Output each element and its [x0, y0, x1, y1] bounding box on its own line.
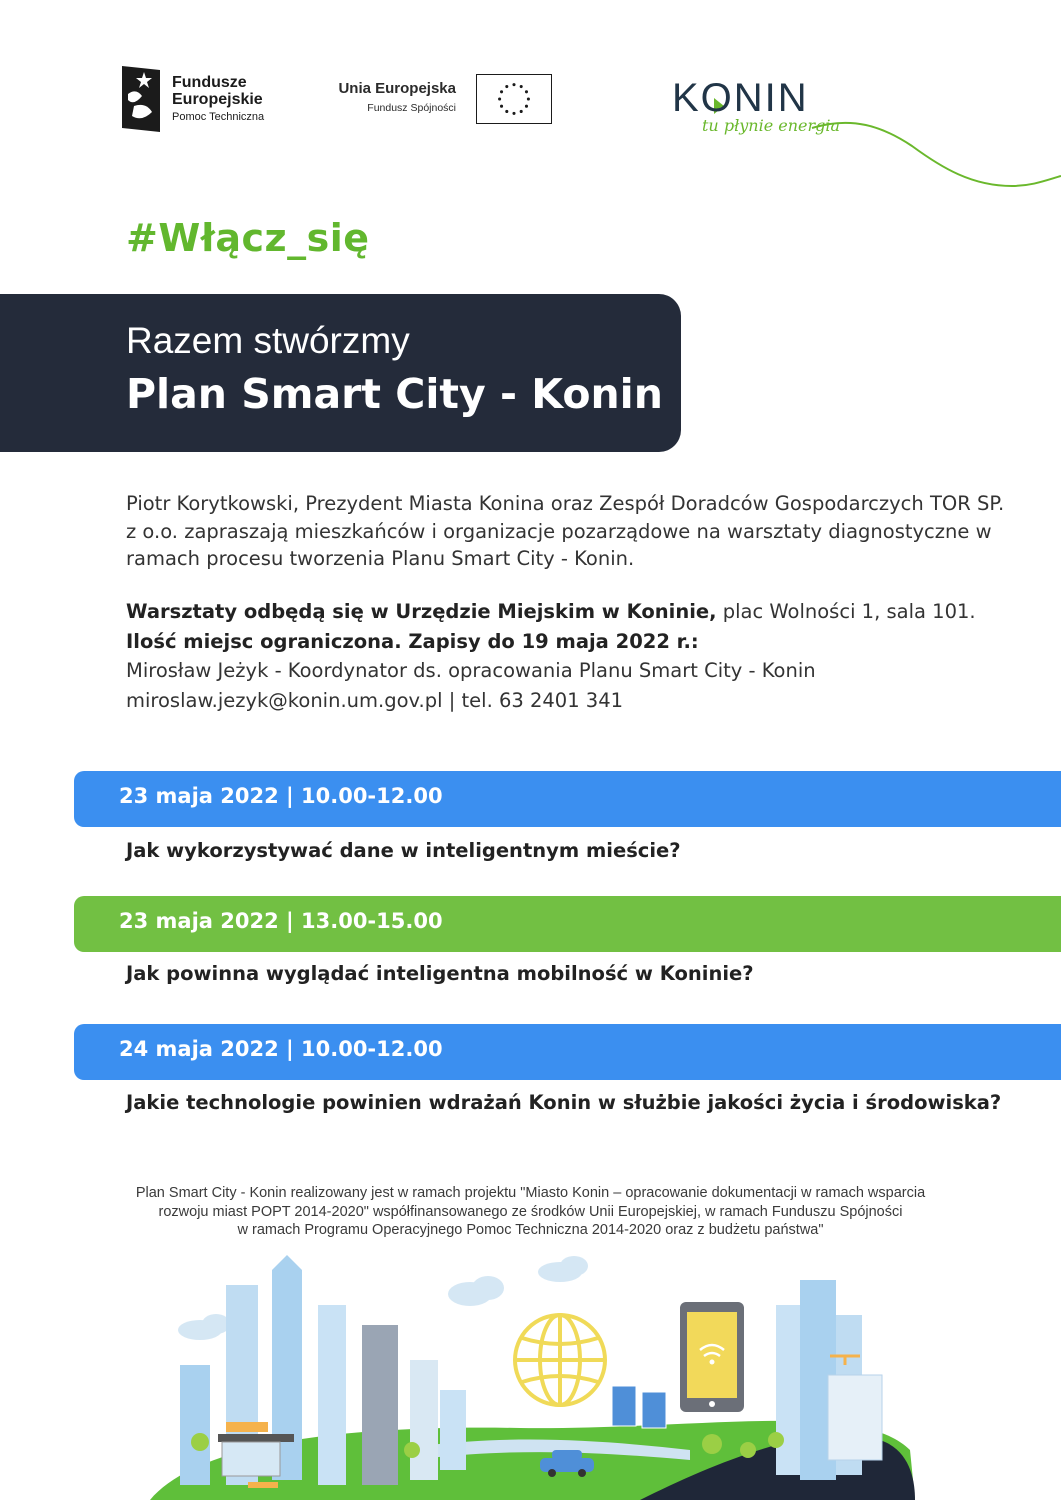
eu-star-icon [505, 110, 508, 113]
details-block [126, 597, 1016, 715]
intro-paragraph: Piotr Korytkowski, Prezydent Miasta Konina oraz Zespół Doradców Gospodarczych TOR SP. z o.o. zapraszają mieszkańców i organizacje pozarządowe na warsztaty diagnostyczne w ramach procesu tworzenia Planu Smart City - Konin. [126, 492, 1005, 570]
fe-logo-line3: Pomoc Techniczna [172, 111, 265, 123]
venue-rest: plac Wolności 1, sala 101. [716, 600, 976, 623]
eu-star-icon [520, 110, 523, 113]
fundusze-europejskie-flag-icon [122, 66, 160, 132]
footnote [40, 1184, 1021, 1240]
eu-flag-icon [476, 74, 552, 124]
konin-logo [672, 76, 1061, 196]
session-question: Jak wykorzystywać dane w inteligentnym mieście? [126, 839, 681, 862]
eu-star-icon [525, 90, 528, 93]
konin-logo-word: KONIN [672, 76, 809, 120]
eu-star-icon [505, 85, 508, 88]
contact-line: miroslaw.jezyk@konin.um.gov.pl | tel. 63 2401 341 [126, 688, 624, 712]
solar-panel-icon [612, 1386, 666, 1428]
session-date: 23 maja 2022 | 10.00-12.00 [119, 784, 443, 808]
smartphone-wifi-icon [680, 1302, 744, 1412]
footnote-line3: w ramach Programu Operacyjnego Pomoc Techniczna 2014-2020 oraz z budżetu państwa" [237, 1222, 824, 1238]
session-question: Jak powinna wyglądać inteligentna mobilność w Koninie? [126, 962, 754, 985]
venue-bold: Warsztaty odbędą się w Urzędzie Miejskim w Koninie, [126, 600, 717, 623]
eu-star-icon [498, 97, 501, 100]
session-question: Jakie technologie powinien wdrażań Konin w służbie jakości życia i środowiska? [126, 1091, 1002, 1114]
eu-logo-title: Unia Europejska [338, 80, 456, 97]
session-date-bar [74, 896, 1061, 952]
hashtag-heading: #Włącz_się [126, 216, 370, 260]
eu-star-icon [525, 105, 528, 108]
eu-star-icon [512, 112, 515, 115]
coordinator-line: Mirosław Jeżyk - Koordynator ds. opracowania Planu Smart City - Konin [126, 659, 816, 682]
eu-star-icon [520, 85, 523, 88]
limit-text: Ilość miejsc ograniczona. Zapisy do 19 maja 2022 r.: [126, 629, 699, 653]
smart-city-illustration [0, 1250, 1061, 1500]
globe-icon [515, 1315, 605, 1405]
session-date: 24 maja 2022 | 10.00-12.00 [119, 1037, 443, 1061]
title-line1: Razem stwórzmy [126, 320, 410, 361]
fe-logo-line1: Fundusze [172, 74, 247, 91]
footnote-line2: rozwoju miast POPT 2014-2020" współfinansowanego ze środków Unii Europejskiej, w ramach Funduszu Spójności [158, 1203, 903, 1220]
limit-line [126, 627, 1016, 657]
title-line2: Plan Smart City - Konin [126, 370, 663, 418]
fe-logo-line2: Europejskie [172, 91, 263, 108]
eu-star-icon [500, 90, 503, 93]
eu-star-icon [527, 97, 530, 100]
session-date-bar [74, 771, 1061, 827]
fundusze-europejskie-logo [122, 66, 292, 132]
eu-star-icon [512, 83, 515, 86]
venue-line [126, 597, 1016, 627]
eu-logo-subtitle: Fundusz Spójności [367, 102, 456, 114]
eu-star-icon [500, 105, 503, 108]
unia-europejska-logo [320, 74, 552, 128]
konin-logo-tagline: tu płynie energia [702, 116, 841, 135]
session-date: 23 maja 2022 | 13.00-15.00 [119, 909, 443, 933]
footnote-line1: Plan Smart City - Konin realizowany jest w ramach projektu "Miasto Konin – opracowanie dokumentacji w ramach wsparcia [135, 1185, 926, 1201]
session-date-bar [74, 1024, 1061, 1080]
title-banner [0, 294, 681, 452]
